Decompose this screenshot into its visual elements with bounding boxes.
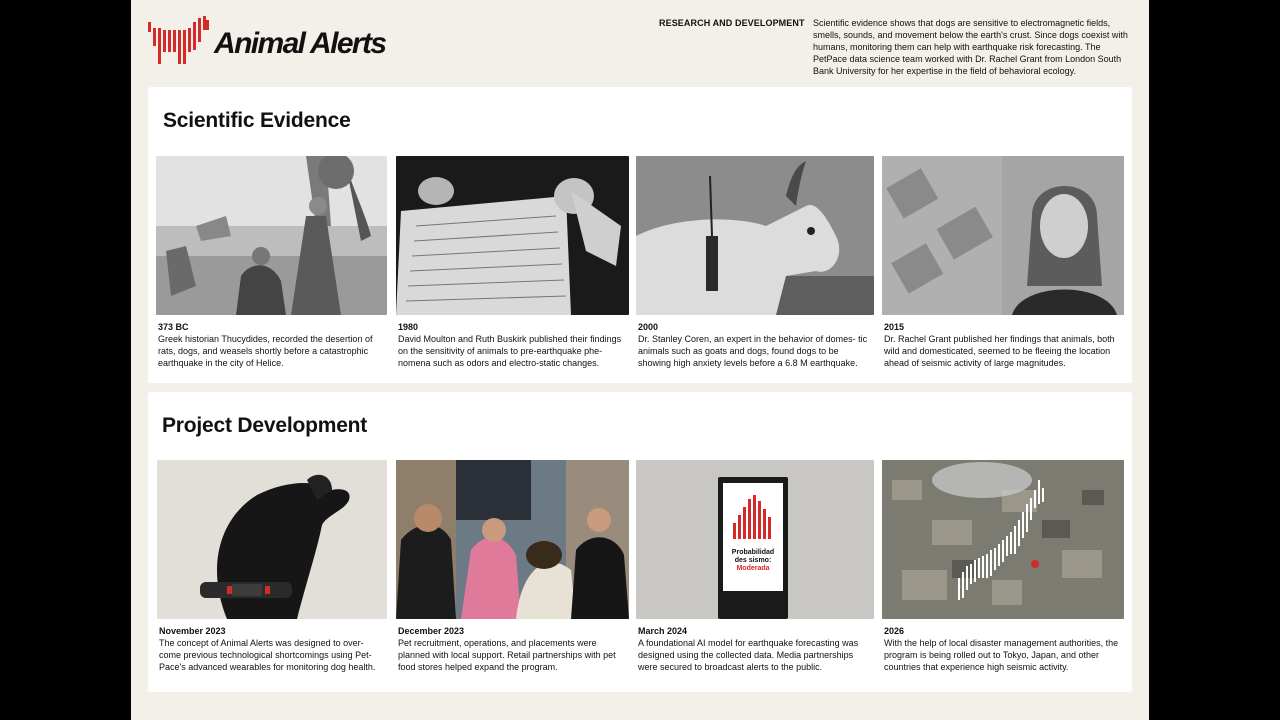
project-date: 2026 — [884, 626, 905, 636]
seismograph-paper-image — [396, 156, 629, 315]
goat-with-collar-image — [636, 156, 874, 315]
evidence-description: Dr. Rachel Grant published her findings that animals, both wild and domesticated, seemed to be fleeing the location ahead of seismic activity of large magnitudes. — [884, 334, 1115, 368]
billboard-line-1: Probabilidad — [731, 549, 775, 556]
project-development-title: Project Development — [162, 414, 368, 437]
evidence-date: 373 BC — [158, 322, 189, 332]
intro-text: Scientific evidence shows that dogs are sensitive to electromagnetic fields, smells, sounds, and movement below the earth's crust. Since dogs coexist with humans, monitoring them can help with earthquake risk forecasting. The PetPace data science team worked with Dr. Rachel Grant from London South Bank University for her expertise in the field of behavioral ecology. — [813, 18, 1128, 76]
ancient-greek-painting-image — [156, 156, 387, 315]
project-date: December 2023 — [398, 626, 465, 636]
researcher-portrait-image — [882, 156, 1124, 315]
earthquake-alert-icon — [723, 493, 783, 543]
billboard-screen-image — [636, 460, 874, 619]
aerial-city-map-image — [882, 460, 1124, 619]
evidence-description: Greek historian Thucydides, recorded the desertion of rats, dogs, and weasels shortly before a catastrophic earthquake in the city of Helice. — [158, 334, 373, 368]
dog-bars-logo-icon — [148, 16, 210, 68]
project-date: November 2023 — [159, 626, 226, 636]
project-description: With the help of local disaster management authorities, the program is being rolled out to Tokyo, Japan, and other countries that experience high seismic activity. — [884, 638, 1119, 672]
billboard-frame — [718, 477, 788, 619]
evidence-date: 2000 — [638, 322, 659, 332]
evidence-date: 2015 — [884, 322, 905, 332]
pet-store-people-image — [396, 460, 629, 619]
billboard-text — [723, 549, 783, 573]
billboard-line-3: Moderada — [736, 565, 770, 572]
evidence-date: 1980 — [398, 322, 419, 332]
scientific-evidence-card — [148, 87, 1132, 383]
billboard-screen — [723, 483, 783, 591]
section-label: RESEARCH AND DEVELOPMENT — [659, 18, 805, 28]
project-description: A foundational AI model for earthquake forecasting was designed using the collected data. Media partnerships were secured to broadcast alerts to the public. — [638, 638, 859, 672]
scientific-evidence-title: Scientific Evidence — [163, 109, 351, 132]
brand-logo[interactable] — [148, 16, 385, 68]
project-development-card — [148, 392, 1132, 692]
brand-name: Animal Alerts — [214, 27, 386, 60]
project-description: The concept of Animal Alerts was designed to over- come previous technological shortcomings using Pet- Pace's advanced wearables for monitoring dog health. — [159, 638, 376, 672]
project-date: March 2024 — [638, 626, 688, 636]
evidence-description: Dr. Stanley Coren, an expert in the behavior of domes- tic animals such as goats and dogs, found dogs to be showing high anxiety levels before a 6.8 M earthquake. — [638, 334, 868, 368]
evidence-description: David Moulton and Ruth Buskirk published their findings on the sensitivity of animals to pre-earthquake phe- nomena such as odors and electro-static changes. — [398, 334, 622, 368]
page — [131, 0, 1149, 720]
billboard-line-2: des sismo: — [734, 557, 772, 564]
dog-with-collar-image — [157, 460, 387, 619]
project-description: Pet recruitment, operations, and placements were planned with local support. Retail partnerships with pet food stores helped expand the program. — [398, 638, 616, 672]
